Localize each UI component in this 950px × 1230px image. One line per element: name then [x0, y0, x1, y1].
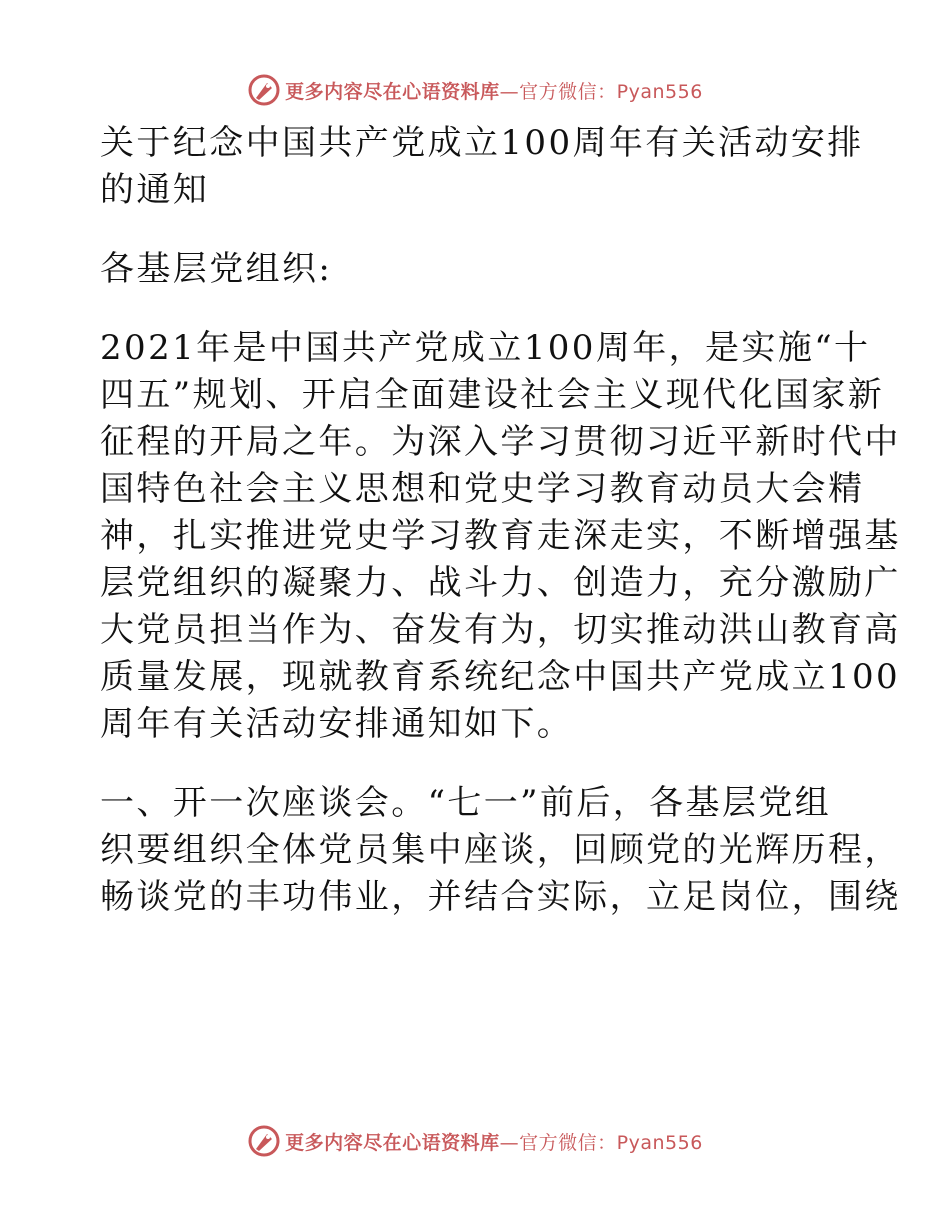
header-watermark — [0, 70, 950, 110]
title-line-1: 关于纪念中国共产党成立100周年有关活动安排 — [100, 123, 864, 163]
watermark-brand: 更多内容尽在心语资料库 — [285, 1131, 500, 1154]
document-body — [100, 120, 901, 921]
watermark-dash: — — [499, 80, 520, 103]
paragraph1-line-4: 国特色社会主义思想和党史学习教育动员大会精 — [100, 469, 865, 509]
watermark-text — [285, 77, 703, 104]
paragraph1-line-3: 征程的开局之年。为深入学习贯彻习近平新时代中 — [100, 422, 901, 462]
salutation: 各基层党组织: — [100, 249, 333, 289]
footer-watermark — [0, 1121, 950, 1161]
paragraph2-line-1: 一、开一次座谈会。“七一”前后，各基层党组 — [100, 783, 832, 823]
paragraph1-line-9: 周年有关活动安排通知如下。 — [100, 704, 574, 744]
pen-nib-logo-icon — [247, 73, 281, 107]
watermark-dash: — — [499, 1131, 520, 1154]
watermark-text — [285, 1128, 703, 1155]
paragraph1-line-8: 质量发展，现就教育系统纪念中国共产党成立100 — [100, 657, 901, 697]
spacer — [100, 214, 850, 246]
pen-nib-logo-icon — [247, 1124, 281, 1158]
paragraph2-line-2: 织要组织全体党员集中座谈，回顾党的光辉历程， — [100, 830, 901, 870]
paragraph2-line-3: 畅谈党的丰功伟业，并结合实际，立足岗位，围绕 — [100, 877, 901, 917]
paragraph1-line-5: 神，扎实推进党史学习教育走深走实，不断增强基 — [100, 516, 901, 556]
paragraph1-line-6: 层党组织的凝聚力、战斗力、创造力，充分激励广 — [100, 563, 901, 603]
paragraph1-line-2: 四五”规划、开启全面建设社会主义现代化国家新 — [100, 375, 885, 415]
watermark-contact: 官方微信：Pyan556 — [519, 80, 703, 103]
spacer — [100, 293, 850, 325]
watermark-contact: 官方微信：Pyan556 — [519, 1131, 703, 1154]
paragraph1-line-7: 大党员担当作为、奋发有为，切实推动洪山教育高 — [100, 610, 901, 650]
watermark-brand: 更多内容尽在心语资料库 — [285, 80, 500, 103]
title-line-2: 的通知 — [100, 170, 210, 210]
paragraph1-line-1: 2021年是中国共产党成立100周年，是实施“十 — [100, 328, 871, 368]
spacer — [100, 748, 850, 780]
